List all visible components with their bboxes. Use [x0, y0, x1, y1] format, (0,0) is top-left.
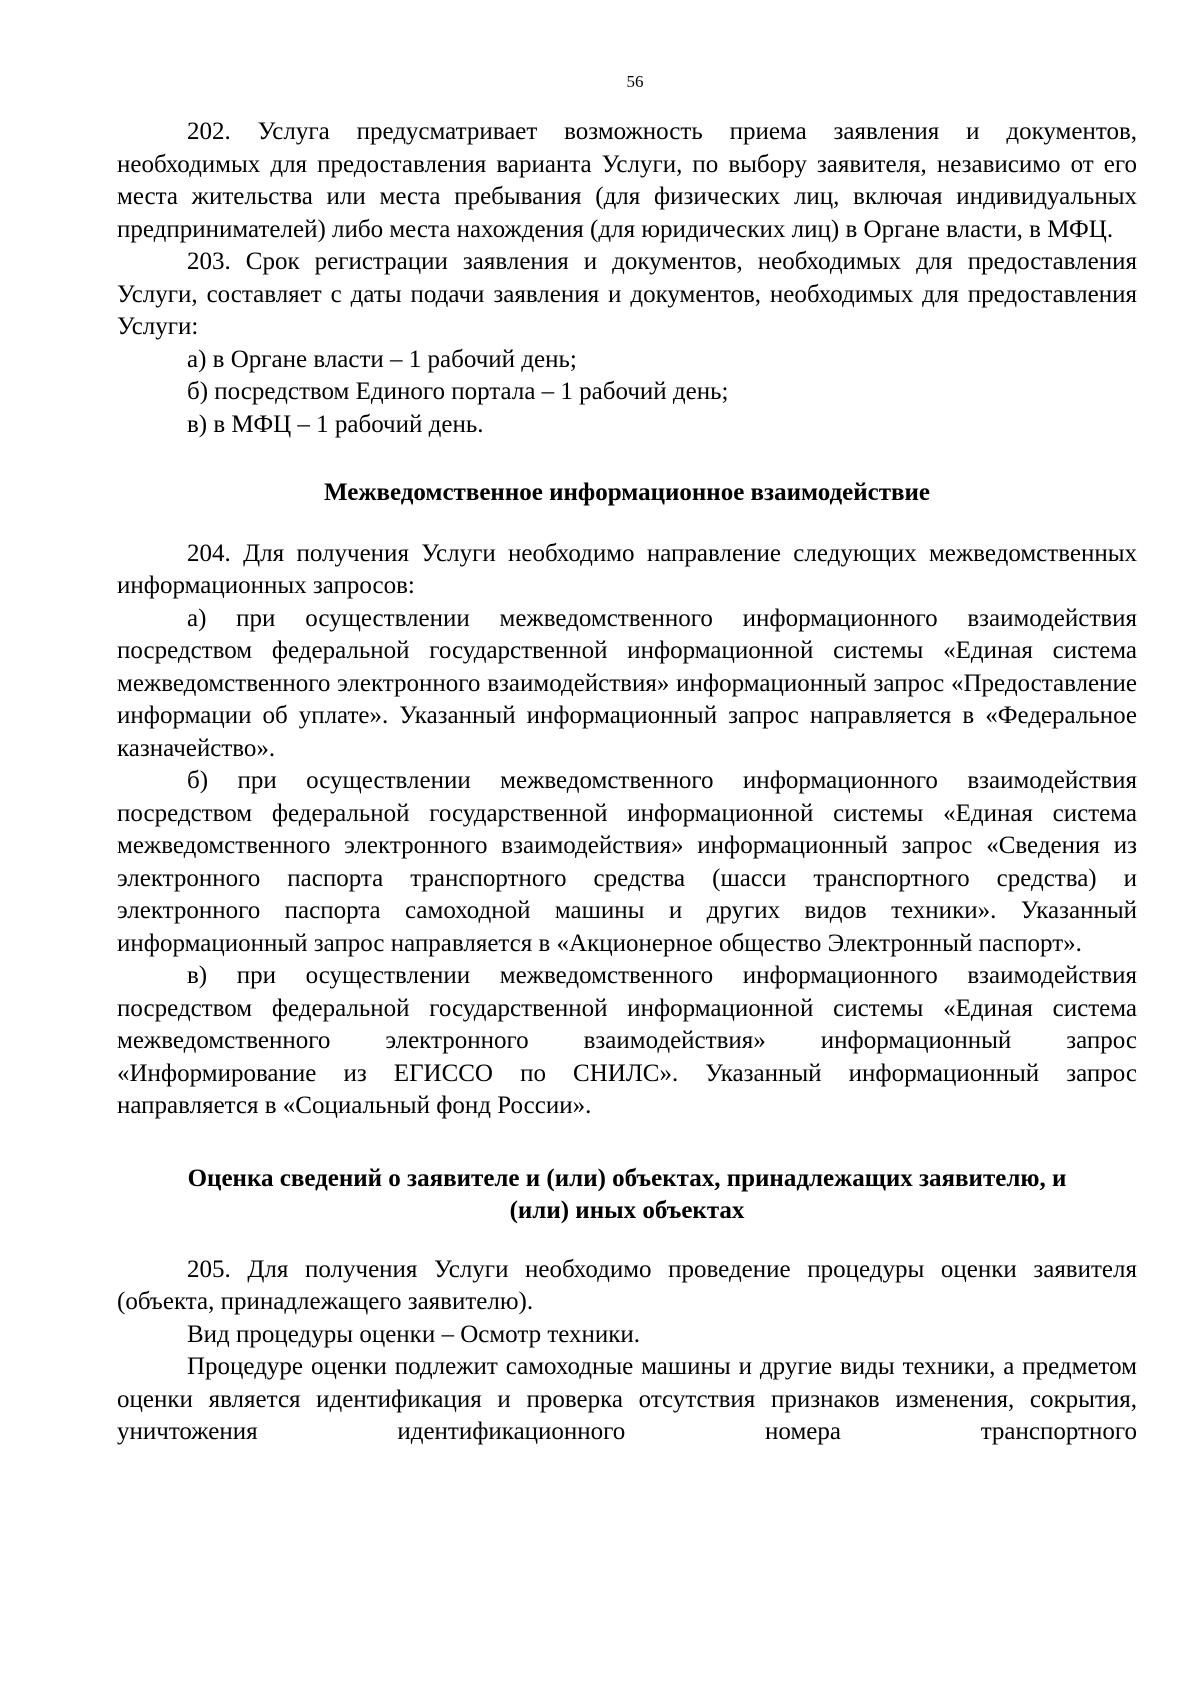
list-item-204-c: в) при осуществлении межведомственного информационного взаимодействия посредством федеральной государственной информационной системы «Единая система межведомственного электронного взаимодействия» информационный запрос «Информирование из ЕГИССО по СНИЛС». Указанный информационный запрос направляется в «Социальный фонд России».	[117, 962, 1137, 1119]
list-item-203-a: а) в Органе власти – 1 рабочий день;	[187, 345, 577, 373]
paragraph-202: 202. Услуга предусматривает возможность приема заявления и документов, необходимых для предоставления варианта Услуги, по выбору заявителя, независимо от его места жительства или места пребывания (для физических лиц, включая индивидуальных предпринимателей) либо места нахождения (для юридических лиц) в Органе власти, в МФЦ.	[117, 118, 1137, 243]
paragraph-203: 203. Срок регистрации заявления и документов, необходимых для предоставления Услуги, составляет с даты подачи заявления и документов, необходимых для предоставления Услуги:	[117, 248, 1137, 340]
paragraph-assessment-subject: Процедуре оценки подлежит самоходные машины и другие виды техники, а предметом оценки является идентификация и проверка отсутствия признаков изменения, сокрытия, уничтожения идентификационного номера транспортного	[117, 1353, 1137, 1445]
section-heading-assessment-line-2: (или) иных объектах	[509, 1197, 745, 1224]
paragraph-assessment-type: Вид процедуры оценки – Осмотр техники.	[187, 1320, 641, 1348]
page-number: 56	[626, 72, 644, 91]
list-item-204-a: а) при осуществлении межведомственного информационного взаимодействия посредством федеральной государственной информационной системы «Единая система межведомственного электронного взаимодействия» информационный запрос «Предоставление информации об уплате». Указанный информационный запрос направляется в «Федеральное казначейство».	[117, 604, 1137, 762]
paragraph-205: 205. Для получения Услуги необходимо проведение процедуры оценки заявителя (объекта, принадлежащего заявителю).	[117, 1255, 1137, 1315]
section-heading-assessment	[117, 1163, 1137, 1228]
list-item-204-b: б) при осуществлении межведомственного информационного взаимодействия посредством федеральной государственной информационной системы «Единая система межведомственного электронного взаимодействия» информационный запрос «Сведения из электронного паспорта транспортного средства (шасси транспортного средства) и электронного паспорта самоходной машины и других видов техники». Указанный информационный запрос направляется в «Акционерное общество Электронный паспорт».	[117, 767, 1137, 957]
paragraph-204: 204. Для получения Услуги необходимо направление следующих межведомственных информационных запросов:	[117, 539, 1137, 599]
section-heading-interagency: Межведомственное информационное взаимодействие	[324, 479, 930, 506]
section-heading-assessment-line-1: Оценка сведений о заявителе и (или) объектах, принадлежащих заявителю, и	[187, 1164, 1067, 1192]
document-body	[117, 116, 1137, 1449]
list-item-203-c: в) в МФЦ – 1 рабочий день.	[187, 410, 484, 438]
list-item-203-b: б) посредством Единого портала – 1 рабочий день;	[187, 378, 729, 405]
